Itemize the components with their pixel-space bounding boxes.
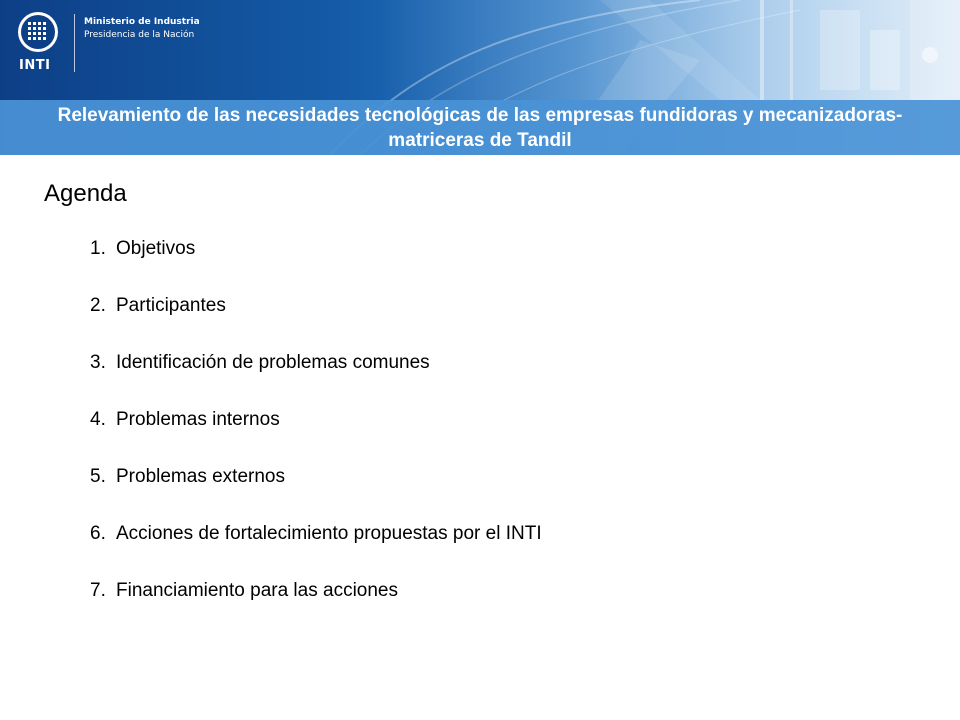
- inti-logo-text: INTI: [19, 58, 51, 73]
- agenda-item: [90, 295, 542, 352]
- agenda-item: [90, 238, 542, 295]
- agenda-item: [90, 352, 542, 409]
- agenda-item: [90, 466, 542, 523]
- agenda-item-number: 6.: [90, 523, 106, 544]
- logo-divider: [74, 14, 75, 72]
- agenda-item-label: Identificación de problemas comunes: [116, 352, 430, 373]
- agenda-item-number: 2.: [90, 295, 106, 316]
- agenda-item-label: Objetivos: [116, 238, 196, 259]
- agenda-item: [90, 580, 542, 637]
- agenda-item-number: 4.: [90, 409, 106, 430]
- agenda-item-label: Problemas externos: [116, 466, 285, 487]
- ministry-line-2: Presidencia de la Nación: [84, 30, 195, 40]
- agenda-list: [90, 238, 542, 637]
- inti-logo-icon: [18, 12, 58, 52]
- inti-logo: [18, 12, 68, 74]
- agenda-item: [90, 409, 542, 466]
- header-banner: [0, 0, 960, 155]
- slide-title: Relevamiento de las necesidades tecnológicas de las empresas fundidoras y mecanizadoras-matriceras de Tandil: [57, 105, 903, 151]
- agenda-item-number: 3.: [90, 352, 106, 373]
- agenda-item-number: 1.: [90, 238, 106, 259]
- agenda-item-label: Problemas internos: [116, 409, 280, 430]
- agenda-heading: Agenda: [44, 180, 127, 207]
- agenda-item-label: Financiamiento para las acciones: [116, 580, 398, 601]
- agenda-item-label: Acciones de fortalecimiento propuestas por el INTI: [116, 523, 542, 544]
- agenda-item-number: 7.: [90, 580, 106, 601]
- ministry-line-1: Ministerio de Industria: [84, 17, 200, 27]
- agenda-item-number: 5.: [90, 466, 106, 487]
- ministry-label: [84, 16, 200, 42]
- agenda-item-label: Participantes: [116, 295, 226, 316]
- agenda-item: [90, 523, 542, 580]
